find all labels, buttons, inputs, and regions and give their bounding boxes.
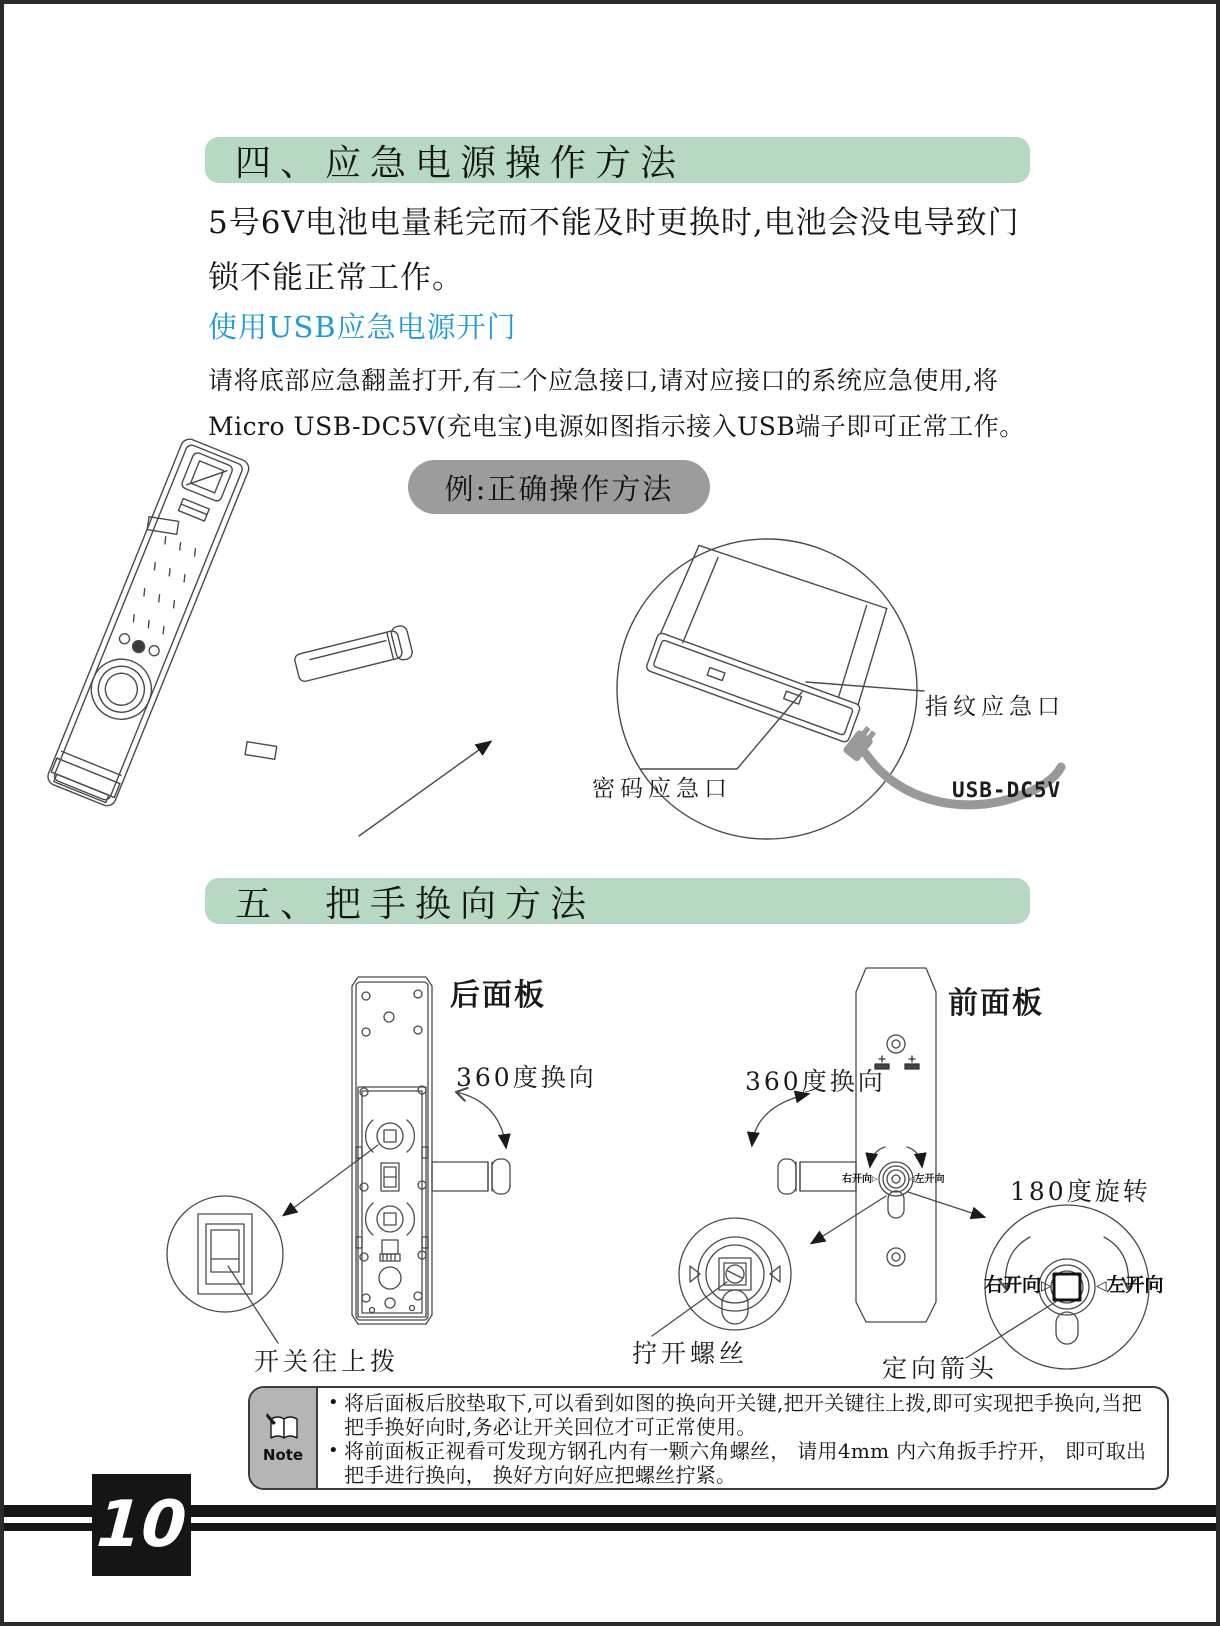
password-port-label [592, 770, 732, 803]
page-number-box [92, 1474, 191, 1576]
fingerprint-port-label [925, 688, 1065, 721]
body-line2: Micro USB-DC5V(充电宝)电源如图指示接入USB端子即可正常工作。 [208, 411, 1025, 441]
direction-arrow-label [882, 1349, 998, 1385]
right-open-small-text: 右开向 [842, 1174, 872, 1185]
front-panel-text: 前面板 [948, 986, 1044, 1021]
rotate360-right-text: 360度换向 [745, 1067, 886, 1096]
bullet-icon: • [328, 1391, 339, 1413]
intro-line2: 锁不能正常工作。 [208, 260, 464, 297]
door-lock-drawing [45, 437, 490, 836]
section4-header [205, 137, 1030, 183]
password-port [707, 668, 725, 681]
rotate180-leader [908, 1192, 984, 1217]
page-number: 10 [94, 1488, 189, 1562]
usb-label [952, 778, 1061, 802]
switch-label-text: 开关往上拨 [254, 1347, 400, 1376]
section5-title: 五、把手换向方法 [235, 883, 596, 925]
switch-leader-arrow [284, 1145, 378, 1215]
rotate360-arrow-left [456, 1092, 506, 1147]
section4-intro [208, 196, 1088, 306]
body-line1: 请将底部应急翻盖打开,有二个应急接口,请对应接口的系统应急使用,将 [208, 366, 999, 395]
password-leader [641, 692, 802, 769]
note-box [248, 1386, 1169, 1490]
rotate360-left-label [456, 1058, 597, 1094]
right-open-small-label [842, 1170, 878, 1185]
lock-pointer-arrow [359, 742, 490, 836]
right-open-label [984, 1270, 1052, 1297]
example-capsule-text: 例:正确操作方法 [444, 471, 674, 506]
direction-arrow-text: 定向箭头 [882, 1354, 999, 1383]
note-item [328, 1439, 1153, 1487]
screw-label-text: 拧开螺丝 [632, 1339, 749, 1368]
screw-detail-circle [652, 1218, 791, 1336]
rear-handle [432, 1159, 510, 1194]
left-open-text: 左开向 [1106, 1274, 1164, 1296]
left-open-small-text: 左开向 [914, 1174, 945, 1185]
screw-label [632, 1334, 748, 1370]
note-item-text: 将后面板后胶垫取下,可以看到如图的换向开关键,把开关键往上拨,即可实现把手换向,当把把手换好向时,务必让开关回位才可正常使用。 [344, 1390, 1143, 1439]
note-content [318, 1388, 1167, 1488]
left-open-small-label [909, 1170, 945, 1185]
fingerprint-port-text: 指纹应急口 [925, 694, 1065, 720]
left-open-label [1096, 1270, 1164, 1297]
left-marker-icon: ◁ [1096, 1278, 1107, 1294]
intro-line1: 5号6V电池电量耗完而不能及时更换时,电池会没电导致门 [208, 205, 1020, 241]
section4-body [208, 358, 1088, 449]
section5-header [205, 878, 1030, 924]
left-marker-small-icon: ◁ [909, 1174, 915, 1183]
subtitle-text: 使用USB应急电源开门 [208, 310, 517, 344]
rear-panel-text: 后面板 [450, 978, 546, 1013]
rotate360-arrow-right [752, 1094, 808, 1145]
usb-text: USB-DC5V [952, 778, 1062, 802]
rotate180-label [1010, 1172, 1151, 1208]
lock-handle [293, 624, 414, 685]
keypad-dots [132, 537, 198, 634]
note-tab [250, 1388, 318, 1488]
section4-subtitle [208, 302, 1088, 354]
section4-title: 四、应急电源操作方法 [235, 142, 686, 184]
screw-detail-leader [812, 1196, 886, 1243]
password-port-text: 密码应急口 [592, 776, 732, 802]
book-pencil-icon [263, 1412, 303, 1442]
rear-panel-label [450, 970, 546, 1014]
right-open-text: 右开向 [984, 1274, 1042, 1296]
rotate360-left-text: 360度换向 [456, 1063, 597, 1092]
switch-detail-circle [167, 1196, 283, 1343]
rotate360-right-label [745, 1062, 886, 1098]
bullet-icon: • [328, 1439, 339, 1461]
right-marker-small-icon: ▷ [872, 1174, 878, 1183]
right-marker-icon: ▷ [1041, 1278, 1052, 1294]
rear-panel-drawing [284, 977, 510, 1324]
note-item-text: 将前面板正视看可发现方钢孔内有一颗六角螺丝， 请用4mm 内六角扳手拧开， 即可取出把手进行换向， 换好方向好应把螺丝拧紧。 [344, 1438, 1147, 1487]
note-item [328, 1391, 1153, 1439]
note-word: Note [262, 1446, 304, 1464]
screw-label-leader [652, 1282, 727, 1336]
front-panel-label [948, 978, 1044, 1022]
rotate180-text: 180度旋转 [1010, 1177, 1151, 1206]
switch-label [254, 1342, 399, 1378]
